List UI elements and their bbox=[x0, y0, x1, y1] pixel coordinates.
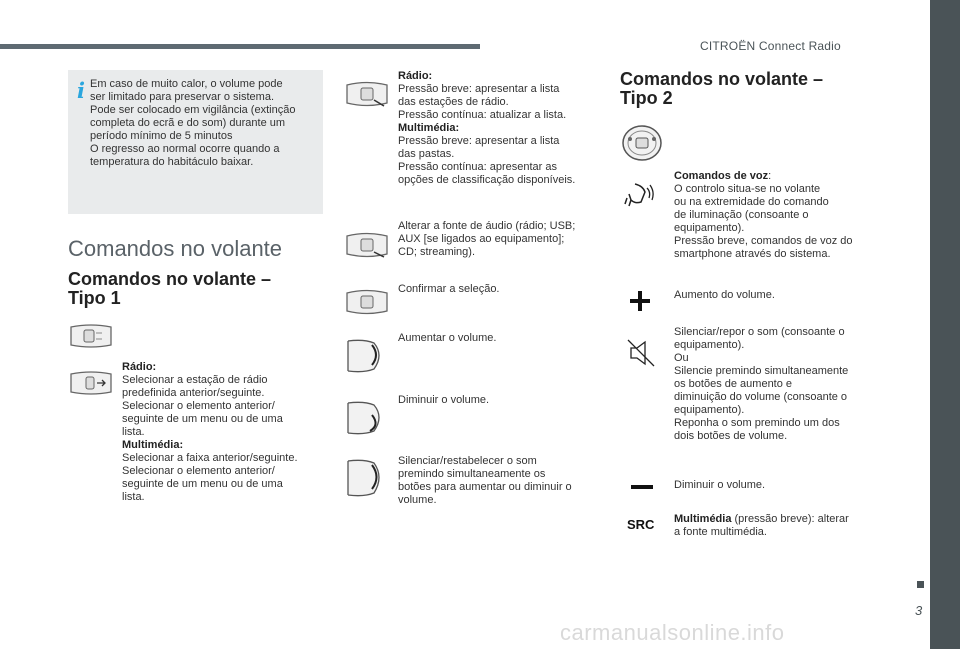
steering-wheel-press-icon bbox=[344, 80, 390, 108]
watermark: carmanualsonline.info bbox=[560, 620, 785, 645]
mute-type2-description: Silenciar/repor o som (consoante o equipamento). Ou Silencie premindo simultaneamente os botões de aumento e diminuição do volume (consoante o equipamento). Reponha o som premindo um dos dois botões de volume. bbox=[674, 326, 849, 442]
plus-description: Aumento do volume. bbox=[674, 289, 775, 301]
src-description: Multimédia (pressão breve): alterar a fonte multimédia. bbox=[674, 513, 849, 538]
page-number: 3 bbox=[915, 603, 923, 618]
volume-down-wheel-icon bbox=[344, 397, 386, 437]
page-marker bbox=[917, 581, 924, 588]
subtitle-type1: Comandos no volante – Tipo 1 bbox=[68, 269, 272, 308]
mute-speaker-icon bbox=[626, 338, 656, 368]
plus-icon bbox=[629, 290, 651, 312]
voice-command-icon bbox=[623, 180, 655, 208]
steering-scroll-icon bbox=[68, 370, 114, 396]
steering-wheel-icon bbox=[620, 123, 664, 163]
source-description: Alterar a fonte de áudio (rádio; USB; AUX [se ligados ao equipamento]; CD; streaming). bbox=[398, 220, 576, 258]
type1-description: Rádio: Selecionar a estação de rádio predefinida anterior/seguinte. Selecionar o elemento anterior/ seguinte de um menu ou de uma lista. Multimédia: Selecionar a faixa anterior/seguinte. Selecionar o elemento anterior/ seguinte de um menu ou de uma lista. bbox=[122, 361, 298, 503]
confirm-button-icon bbox=[344, 288, 390, 316]
subtitle-type2: Comandos no volante – Tipo 2 bbox=[620, 69, 824, 108]
minus-description: Diminuir o volume. bbox=[674, 479, 766, 491]
confirm-description: Confirmar a seleção. bbox=[398, 283, 500, 295]
src-label: SRC bbox=[627, 517, 655, 532]
mute-wheel-icon bbox=[344, 455, 386, 499]
source-button-icon bbox=[344, 231, 390, 259]
volume-down-description: Diminuir o volume. bbox=[398, 394, 490, 406]
radio-list-description: Rádio: Pressão breve: apresentar a lista das estações de rádio. Pressão contínua: atualizar a lista. Multimédia: Pressão breve: apresentar a lista das pastas. Pressão contínua: apresentar as opções de classificação disponíveis. bbox=[398, 70, 576, 186]
volume-up-description: Aumentar o volume. bbox=[398, 332, 497, 344]
steering-control-icon bbox=[68, 323, 114, 349]
brand-header: CITROËN Connect Radio bbox=[700, 39, 841, 53]
section-title: Comandos no volante bbox=[68, 236, 283, 261]
note-text: Em caso de muito calor, o volume pode ser limitado para preservar o sistema. Pode ser colocado em vigilância (extinção completa do ecrã e do som) durante um período mínimo de 5 minutos O regresso ao normal ocorre quando a temperatura do habitáculo baixar. bbox=[90, 78, 296, 168]
minus-icon bbox=[631, 483, 653, 491]
info-icon: i bbox=[77, 78, 85, 103]
header-rule bbox=[0, 44, 480, 49]
volume-up-wheel-icon bbox=[344, 335, 386, 375]
page-side-bar bbox=[930, 0, 960, 649]
voice-description: Comandos de voz: O controlo situa-se no volante ou na extremidade do comando de iluminação (consoante o equipamento). Pressão breve, comandos de voz do smartphone através do sistema. bbox=[674, 170, 853, 260]
mute-description: Silenciar/restabelecer o som premindo simultaneamente os botões para aumentar ou diminuir o volume. bbox=[398, 455, 572, 506]
